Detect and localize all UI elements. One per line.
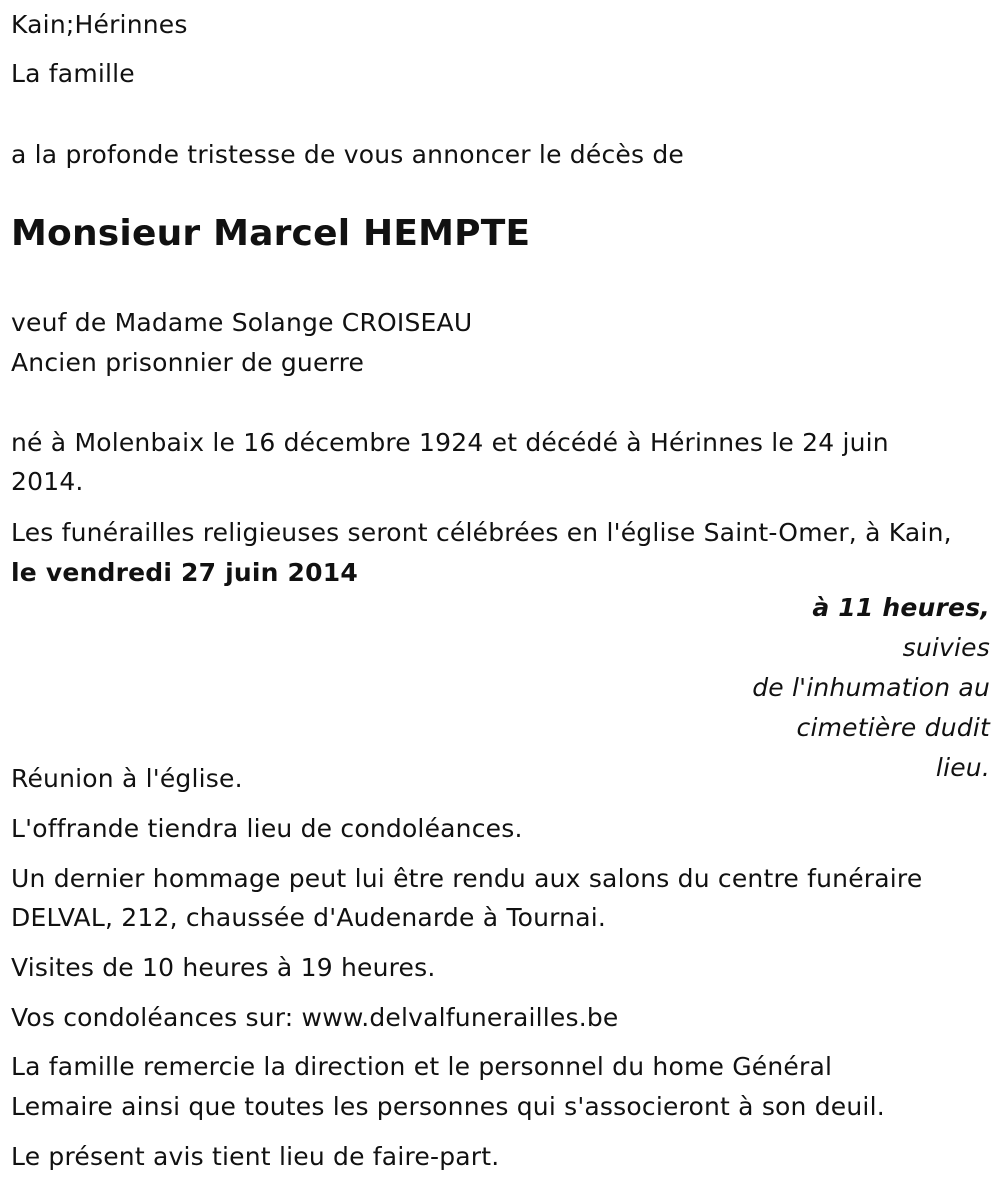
hommage-line-1: Un dernier hommage peut lui être rendu aux salons du centre funéraire xyxy=(11,864,923,893)
intro-text: La famille xyxy=(11,59,135,88)
faire-part-text: Le présent avis tient lieu de faire-part. xyxy=(11,1142,500,1171)
funeral-date: le vendredi 27 juin 2014 xyxy=(11,558,358,587)
deceased-name: Monsieur Marcel HEMPTE xyxy=(11,213,531,254)
visites-text: Visites de 10 heures à 19 heures. xyxy=(11,953,436,982)
funeral-line: Les funérailles religieuses seront célébrées en l'église Saint-Omer, à Kain, xyxy=(11,518,952,547)
announcement-text: a la profonde tristesse de vous annoncer le décès de xyxy=(11,140,684,169)
reunion-text: Réunion à l'église. xyxy=(11,764,243,793)
prisoner-detail: Ancien prisonnier de guerre xyxy=(11,348,365,377)
funeral-time: à 11 heures, xyxy=(812,593,990,622)
condoleances-text: Vos condoléances sur: www.delvalfunerailles.be xyxy=(11,1003,619,1032)
offrande-text: L'offrande tiendra lieu de condoléances. xyxy=(11,814,523,843)
burial-line-1: de l'inhumation au xyxy=(752,673,990,702)
hommage-line-2: DELVAL, 212, chaussée d'Audenarde à Tournai. xyxy=(11,903,607,932)
birth-death-line-1: né à Molenbaix le 16 décembre 1924 et décédé à Hérinnes le 24 juin xyxy=(11,428,889,457)
widower-detail: veuf de Madame Solange CROISEAU xyxy=(11,308,473,337)
birth-death-line-2: 2014. xyxy=(11,467,84,496)
funeral-time-rest: suivies xyxy=(902,633,990,662)
funeral-time-block xyxy=(730,588,990,788)
location-text: Kain;Hérinnes xyxy=(11,10,188,39)
burial-line-2: cimetière dudit xyxy=(796,713,990,742)
remerciement-line-1: La famille remercie la direction et le personnel du home Général xyxy=(11,1052,833,1081)
burial-line-3: lieu. xyxy=(935,753,990,782)
remerciement-line-2: Lemaire ainsi que toutes les personnes qui s'associeront à son deuil. xyxy=(11,1092,885,1121)
